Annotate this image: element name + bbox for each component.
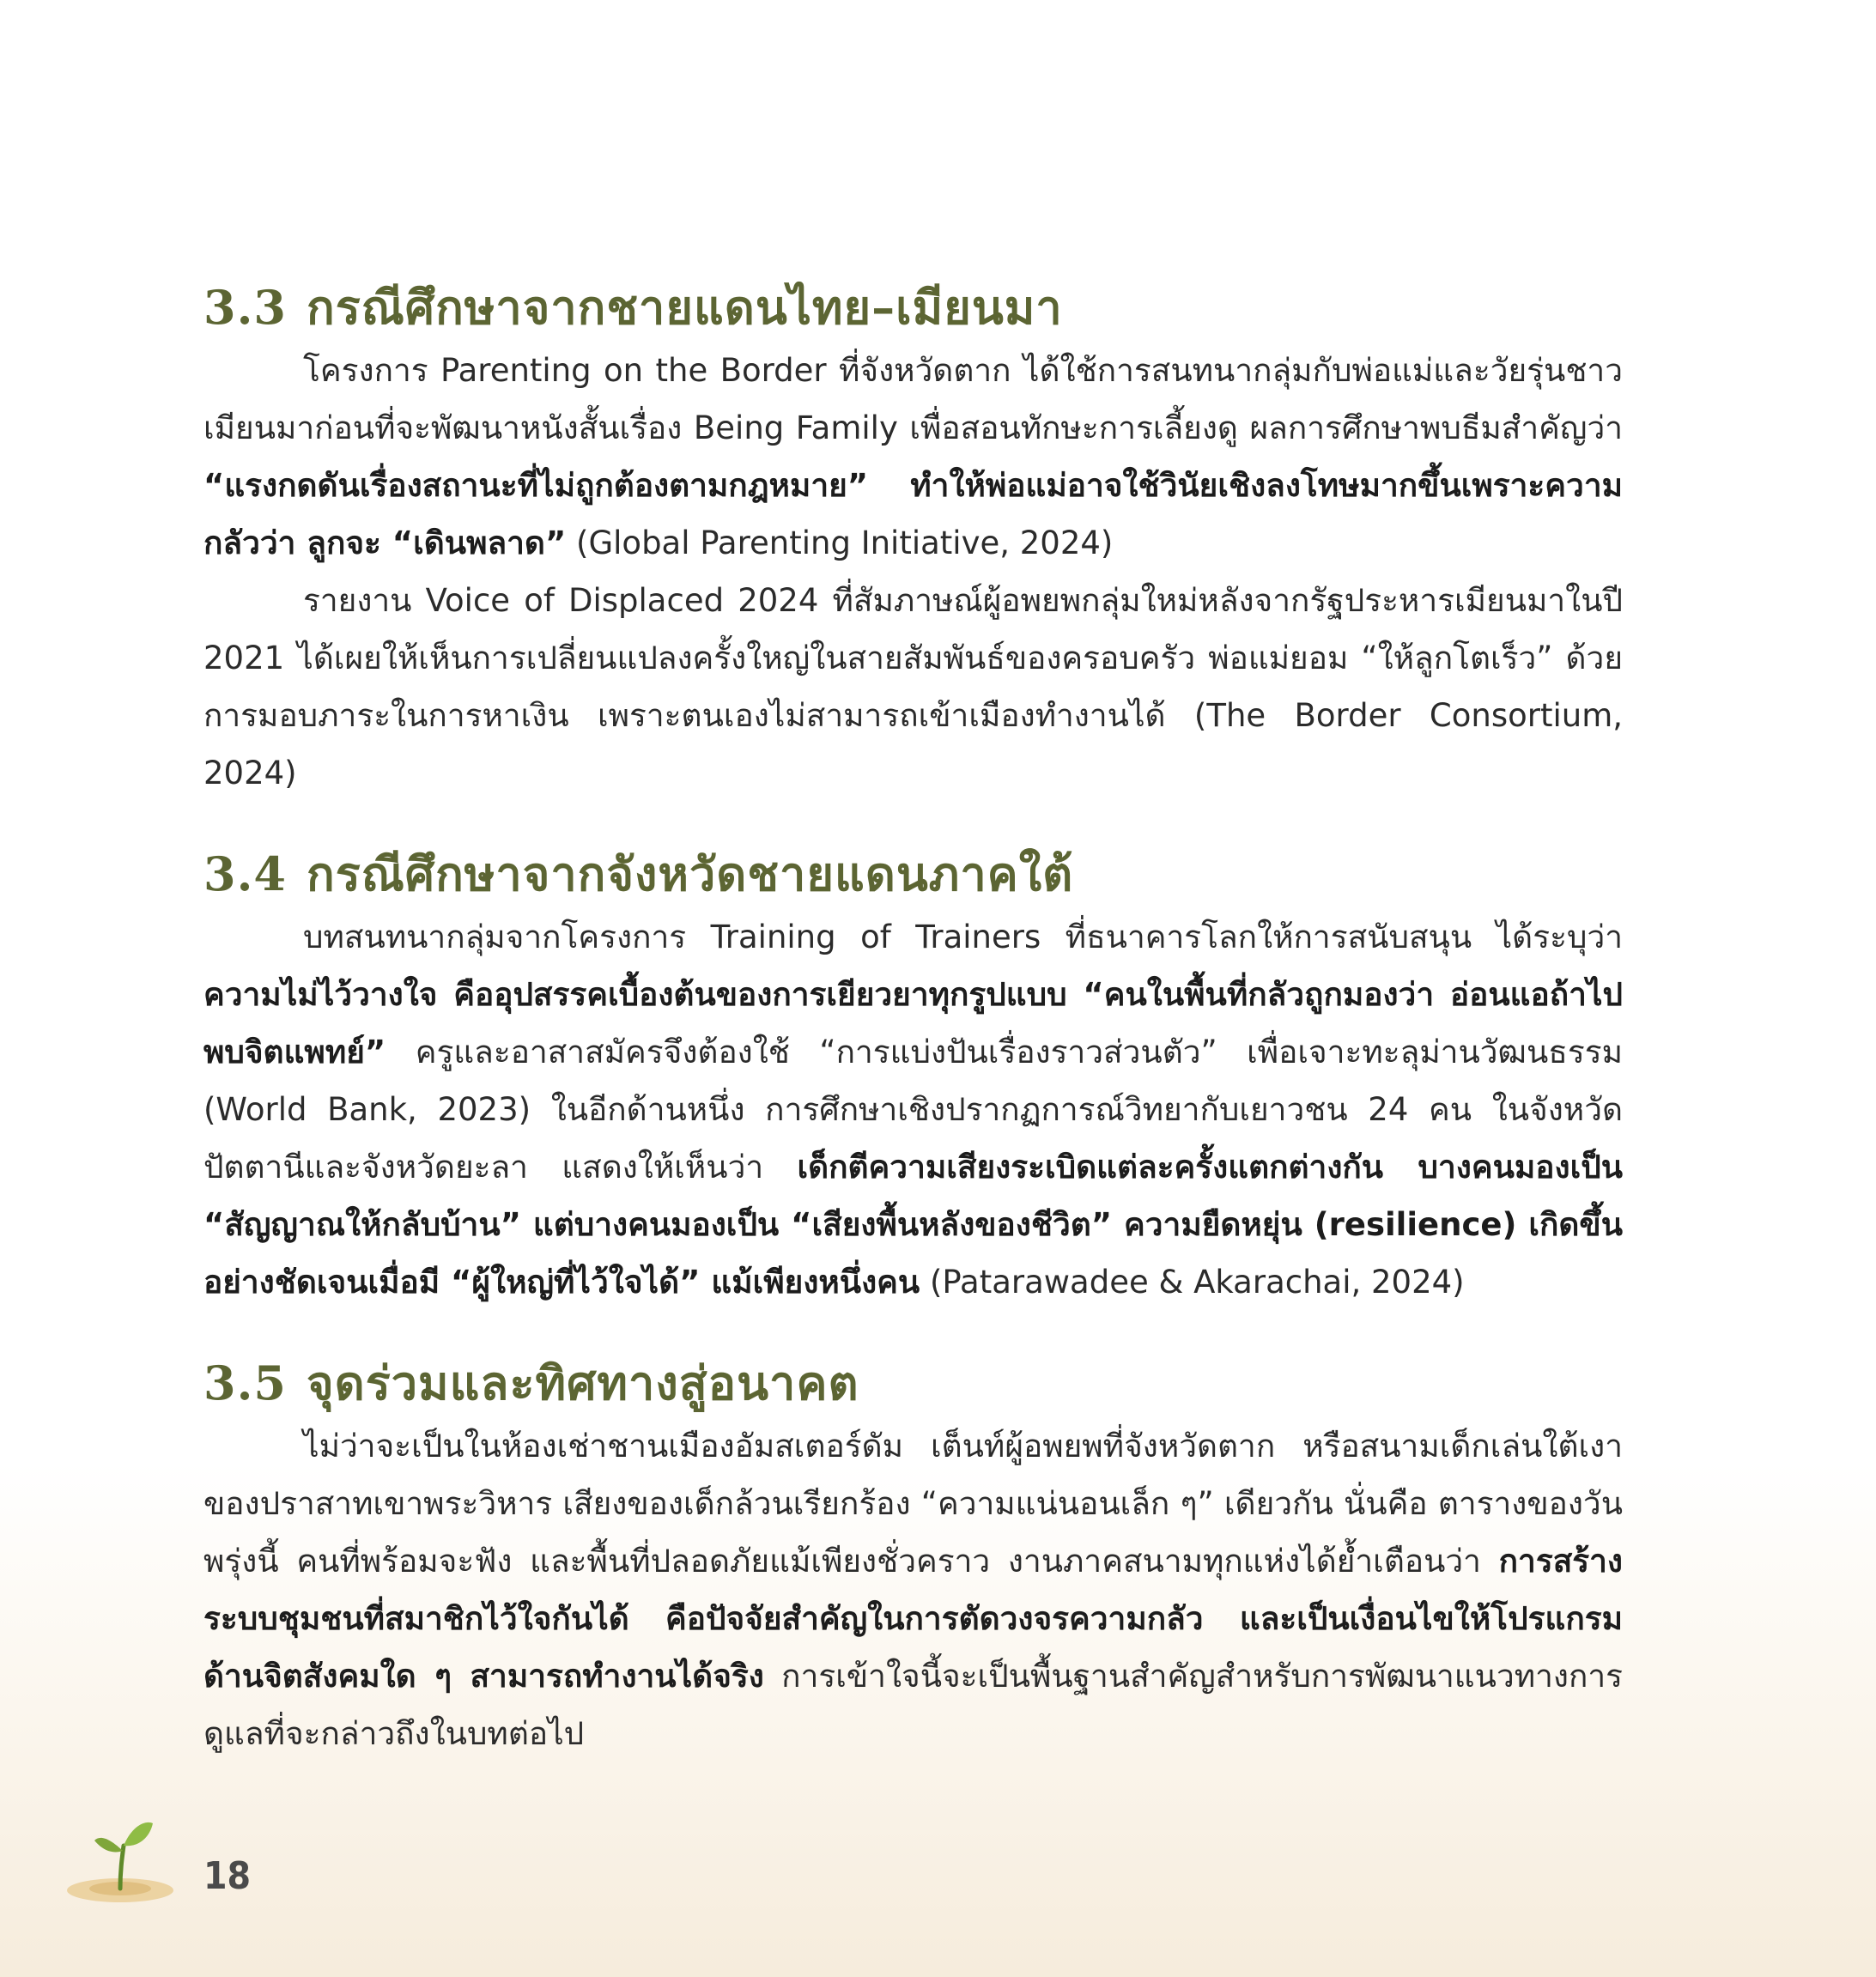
paragraph — [203, 342, 1623, 572]
section-title: กรณีศึกษาจากจังหวัดชายแดนภาคใต้ — [307, 846, 1074, 901]
bold-text-run: “แรงกดดันเรื่องสถานะที่ไม่ถูกต้องตามกฎหมาย” ทำให้พ่อแม่อาจใช้วินัยเชิงลงโทษมากขึ้นเพราะความกลัวว่า ลูกจะ “เดินพลาด” — [203, 467, 1623, 561]
section-heading — [203, 840, 1623, 908]
page-content — [203, 273, 1623, 1762]
text-run: ไม่ว่าจะเป็นในห้องเช่าชานเมืองอัมสเตอร์ดัม เต็นท์ผู้อพยพที่จังหวัดตาก หรือสนามเด็กเล่นใต้เงาของปราสาทเขาพระวิหาร เสียงของเด็กล้วนเรียกร้อง “ความแน่นอนเล็ก ๆ” เดียวกัน นั่นคือ ตารางของวันพรุ่งนี้ คนที่พร้อมจะฟัง และพื้นที่ปลอดภัยแม้เพียงชั่วคราว งานภาคสนามทุกแห่งได้ย้ำเตือนว่า — [203, 1428, 1624, 1580]
section-number: 3.3 — [203, 280, 287, 335]
page-number: 18 — [203, 1854, 252, 1898]
text-run: ครูและอาสาสมัครจึงต้องใช้ “การแบ่งปันเรื่องราวส่วนตัว” เพื่อเจาะทะลุม่านวัฒนธรรม (World Bank, 2023) ในอีกด้านหนึ่ง การศึกษาเชิงปรากฏการณ์วิทยากับเยาวชน 24 คน ในจังหวัดปัตตานีและจังหวัดยะลา แสดงให้เห็นว่า — [203, 1034, 1623, 1186]
section-title: กรณีศึกษาจากชายแดนไทย–เมียนมา — [307, 280, 1063, 335]
section-3-5 — [203, 1349, 1623, 1762]
sprout-icon — [60, 1811, 180, 1906]
text-run: โครงการ Parenting on the Border ที่จังหวัดตาก ได้ใช้การสนทนากลุ่มกับพ่อแม่และวัยรุ่นชาวเมียนมาก่อนที่จะพัฒนาหนังสั้นเรื่อง Being Family เพื่อสอนทักษะการเลี้ยงดู ผลการศึกษาพบธีมสำคัญว่า — [203, 352, 1623, 446]
section-number: 3.5 — [203, 1355, 287, 1410]
text-run: บทสนทนากลุ่มจากโครงการ Training of Trainers ที่ธนาคารโลกให้การสนับสนุน ได้ระบุว่า — [303, 919, 1623, 955]
section-heading — [203, 273, 1623, 342]
bold-text-run: การสร้างระบบชุมชนที่สมาชิกไว้ใจกันได้ คือปัจจัยสำคัญในการตัดวงจรความกลัว และเป็นเงื่อนไขให้โปรแกรมด้านจิตสังคมใด ๆ สามารถทำงานได้จริง — [203, 1543, 1623, 1695]
paragraph — [203, 908, 1623, 1311]
text-run: (Global Parenting Initiative, 2024) — [566, 525, 1114, 561]
text-run: รายงาน Voice of Displaced 2024 ที่สัมภาษณ์ผู้อพยพกลุ่มใหม่หลังจากรัฐประหารเมียนมาในปี 2021 ได้เผยให้เห็นการเปลี่ยนแปลงครั้งใหญ่ในสายสัมพันธ์ของครอบครัว พ่อแม่ยอม “ให้ลูกโตเร็ว” ด้วยการมอบภาระในการหาเงิน เพราะตนเองไม่สามารถเข้าเมืองทำงานได้ (The Border Consortium, 2024) — [203, 582, 1623, 791]
section-title: จุดร่วมและทิศทางสู่อนาคต — [307, 1355, 859, 1410]
bold-text-run: ความไม่ไว้วางใจ คืออุปสรรคเบื้องต้นของการเยียวยาทุกรูปแบบ “คนในพื้นที่กลัวถูกมองว่า อ่อนแอถ้าไปพบจิตแพทย์” — [203, 976, 1623, 1070]
section-heading — [203, 1349, 1623, 1417]
text-run: (Patarawadee & Akarachai, 2024) — [920, 1264, 1465, 1301]
bold-text-run: เด็กตีความเสียงระเบิดแต่ละครั้งแตกต่างกัน บางคนมองเป็น “สัญญาณให้กลับบ้าน” แต่บางคนมองเป็น “เสียงพื้นหลังของชีวิต” ความยืดหยุ่น (resilience) เกิดขึ้นอย่างชัดเจนเมื่อมี “ผู้ใหญ่ที่ไว้ใจได้” แม้เพียงหนึ่งคน — [203, 1149, 1624, 1301]
text-run: การเข้าใจนี้จะเป็นพื้นฐานสำคัญสำหรับการพัฒนาแนวทางการดูแลที่จะกล่าวถึงในบทต่อไป — [203, 1658, 1624, 1752]
section-number: 3.4 — [203, 846, 287, 901]
paragraph — [203, 1417, 1623, 1762]
paragraph — [203, 572, 1623, 802]
section-3-4 — [203, 840, 1623, 1311]
section-3-3 — [203, 273, 1623, 802]
